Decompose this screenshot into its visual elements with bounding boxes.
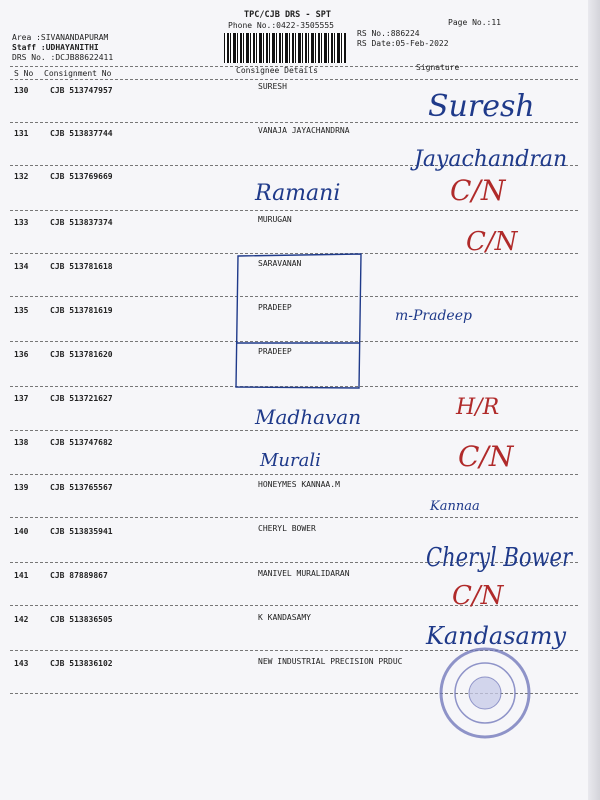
row-sno: 137	[14, 394, 29, 403]
drs-number: DRS No. :DCJB88622411	[12, 53, 114, 62]
row-consignee: CHERYL BOWER	[258, 524, 316, 533]
row-consignment: CJB 513781618	[50, 262, 113, 271]
area-label: Area :SIVANANDAPURAM	[12, 33, 109, 42]
phone-number: Phone No.:0422-3505555	[228, 21, 334, 30]
signature-135: m-Pradeep	[395, 308, 472, 324]
row-consignment: CJB 87889867	[50, 571, 108, 580]
row-consignment: CJB 513747682	[50, 438, 113, 447]
col-consignment: Consignment No	[44, 69, 112, 78]
row-consignment: CJB 513837374	[50, 218, 113, 227]
signature-142: Kandasamy	[425, 622, 567, 650]
rs-date: RS Date:05-Feb-2022	[357, 39, 449, 48]
row-sno: 130	[14, 86, 29, 95]
row-consignee: MURUGAN	[258, 215, 292, 224]
cn-mark-4: C/N	[452, 581, 504, 611]
row-consignee: SURESH	[258, 82, 287, 91]
signature-132: Ramani	[255, 181, 341, 206]
page-number: Page No.:11	[448, 18, 501, 27]
signature-138: Murali	[260, 450, 321, 471]
col-consignee: Consignee Details	[236, 66, 318, 75]
row-consignment: CJB 513781619	[50, 306, 113, 315]
signature-130: Suresh	[428, 89, 535, 124]
row-consignment: CJB 513769669	[50, 172, 113, 181]
cn-mark-1: C/N	[450, 174, 506, 207]
row-sno: 134	[14, 262, 29, 271]
signature-131: Jayachandran	[414, 147, 568, 172]
row-consignment: CJB 513781620	[50, 350, 113, 359]
row-consignee: SARAVANAN	[258, 259, 302, 268]
row-consignment: CJB 513747957	[50, 86, 113, 95]
row-consignment: CJB 513835941	[50, 527, 113, 536]
signature-140: Cheryl Bower	[426, 543, 574, 573]
cn-mark-2: C/N	[466, 227, 518, 257]
row-consignment: CJB 513721627	[50, 394, 113, 403]
row-consignment: CJB 513836102	[50, 659, 113, 668]
company-stamp	[441, 649, 529, 737]
row-consignment: CJB 513837744	[50, 129, 113, 138]
cn-mark-3: C/N	[458, 440, 514, 473]
row-sno: 131	[14, 129, 29, 138]
row-sno: 133	[14, 218, 29, 227]
row-consignment: CJB 513765567	[50, 483, 113, 492]
row-sno: 143	[14, 659, 29, 668]
row-consignee: K KANDASAMY	[258, 613, 311, 622]
signature-139: Kannaa	[430, 499, 480, 514]
row-consignment: CJB 513836505	[50, 615, 113, 624]
row-consignee: MANIVEL MURALIDARAN	[258, 569, 350, 578]
row-sno: 141	[14, 571, 29, 580]
row-sno: 135	[14, 306, 29, 315]
row-sno: 138	[14, 438, 29, 447]
row-consignee: PRADEEP	[258, 347, 292, 356]
hand-drawn-box	[236, 254, 361, 388]
row-sno: 136	[14, 350, 29, 359]
signature-137: Madhavan	[255, 405, 362, 429]
sheet-title: TPC/CJB DRS - SPT	[244, 10, 331, 20]
staff-label: Staff :UDHAYANITHI	[12, 43, 99, 52]
row-consignee: PRADEEP	[258, 303, 292, 312]
row-sno: 140	[14, 527, 29, 536]
rs-number: RS No.:886224	[357, 29, 420, 38]
hr-mark: H/R	[456, 395, 500, 420]
row-consignee: HONEYMES KANNAA.M	[258, 480, 340, 489]
row-sno: 132	[14, 172, 29, 181]
row-consignee: VANAJA JAYACHANDRNA	[258, 126, 350, 135]
col-signature: Signature	[416, 63, 460, 72]
row-sno: 139	[14, 483, 29, 492]
row-sno: 142	[14, 615, 29, 624]
col-sno: S No	[14, 69, 34, 78]
row-consignee: NEW INDUSTRIAL PRECISION PRDUC	[258, 657, 403, 666]
